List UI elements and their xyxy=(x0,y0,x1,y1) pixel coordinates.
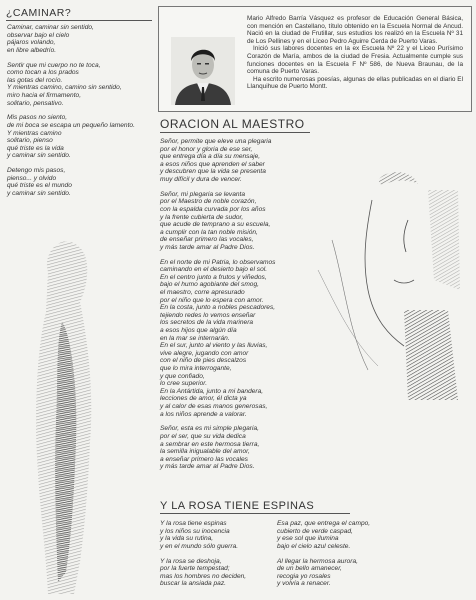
poem-line: de un bello amanecer, xyxy=(277,565,342,573)
bio-paragraph: Mario Alfredo Barría Vásquez es profesor de Educación General Básica, con mención en Castellano, título obtenido en la Escuela Normal de Ancud. Nació en la ciudad de Frutillar, sus estudios los realizó en la Escuela Nº 31 de Los Pellines y en el Liceo Pedro Aguirre Cerda de Puerto Varas. xyxy=(247,15,463,45)
poem-line: por el honor y gloria de ese ser, xyxy=(160,145,253,153)
poem-line: cubierto de verde caspad, xyxy=(277,527,353,535)
poem-line: como tocan a los prados xyxy=(7,69,79,77)
poem-line: Al llegar la hermosa aurora, xyxy=(277,557,358,565)
poem-line: qué triste es la vida xyxy=(7,144,64,152)
author-bio-box xyxy=(158,6,472,112)
poem-line: y la frente cubierta de sudor, xyxy=(160,213,244,221)
poem-line: recogia yo rosales xyxy=(277,572,331,580)
poem-line: Señor, mi plegaria se levanta xyxy=(160,190,246,198)
poem-line: Y la rosa tiene espinas xyxy=(160,520,227,527)
poem-line: y en el mundo sólo guerra. xyxy=(160,542,239,550)
poem-line: Sentir que mi cuerpo no te toca, xyxy=(7,61,101,69)
rosa-title: Y LA ROSA TIENE ESPINAS xyxy=(160,500,350,514)
poem-line: que acude de temprano a su escuela, xyxy=(160,221,271,229)
poem-line: Detengo mis pasos, xyxy=(7,167,66,175)
poem-stanza xyxy=(7,24,135,54)
poem-line: a esos hijos que algún día xyxy=(160,327,237,335)
poem-line: a los niños aprende a valorar. xyxy=(160,410,247,418)
poem-line: a esos niños que aprenden el saber xyxy=(160,160,265,168)
poem-line: buscar la ansiada paz. xyxy=(160,580,226,588)
poem-line: con el niño de pies descalzos xyxy=(160,357,247,365)
rosa-poem-column-2 xyxy=(277,520,370,595)
poem-line: caminando en el desierto bajo el sol. xyxy=(160,266,268,274)
poem-stanza xyxy=(7,114,135,160)
poem-line: vive alegre, jugando con amor xyxy=(160,349,249,357)
poem-line: pienso... y olvido xyxy=(7,174,57,182)
poem-line: Y mientras camino, camino sin sentido, xyxy=(7,84,122,92)
poem-line: lo cree superior. xyxy=(160,380,208,388)
poem-line: mas los hombres no deciden, xyxy=(160,572,247,580)
poem-stanza xyxy=(7,167,135,197)
poem-line: y descubren que la vida se presenta xyxy=(160,168,266,176)
poem-line: por el Maestro de noble corazón, xyxy=(160,198,257,206)
poem-stanza xyxy=(7,62,135,108)
poem-line: Señor, permite que eleve una plegaria xyxy=(160,138,272,145)
poem-line: y la vida su rutina, xyxy=(160,535,214,543)
poem-line: tejiendo redes lo vemos enseñar xyxy=(160,311,256,319)
figure-sketch xyxy=(18,232,118,596)
poem-line: bajo el humo agobiante del smog, xyxy=(160,281,259,289)
poem-line: los secretos de la vida marinera xyxy=(160,319,254,327)
poem-line: pájaros volando, xyxy=(7,39,56,47)
poem-line: con la espalda curvada por los años xyxy=(160,205,266,213)
face-sketch xyxy=(308,160,472,410)
poem-line: de enseñar primero las vocales, xyxy=(160,236,254,244)
poem-line: en la mar se internarán. xyxy=(160,334,230,342)
poem-line: y los niños su inocencia xyxy=(160,527,230,535)
bio-paragraph: Inició sus labores docentes en la ex Escuela Nº 22 y el Liceo Purísimo Corazón de María, ambos de la ciudad de Fresia. Actualmente cumple sus funciones docentes en la Escuela F Nº 586, de Nueva Braunau, de la comuna de Puerto Varas. xyxy=(247,45,463,76)
poem-stanza xyxy=(160,425,275,471)
poem-line: Y mientras camino xyxy=(7,129,62,137)
poem-line: por el ser, que su vida dedica xyxy=(160,432,246,440)
poem-line: qué triste es el mundo xyxy=(7,182,72,190)
poem-line: de mi boca se escapa un pequeño lamento. xyxy=(7,121,135,129)
poem-line: observar bajo el cielo xyxy=(7,31,70,39)
poem-line: las gotas del rocío. xyxy=(7,76,63,84)
poem-line: Mis pasos no siento, xyxy=(7,114,68,122)
poem-line: En el sur, junto al viento y las lluvias, xyxy=(160,342,268,350)
poem-stanza xyxy=(160,138,275,184)
poem-line: el maestro, corre apresurado xyxy=(160,289,245,297)
poem-line: En la Antártida, junto a mi bandera, xyxy=(160,387,264,395)
poem-line: que entrega día a día su mensaje, xyxy=(160,153,261,161)
poem-stanza xyxy=(160,558,246,588)
poem-line: bajo el cielo azul celeste. xyxy=(277,542,351,550)
poem-line: la semilla inigualable del amor, xyxy=(160,448,250,456)
poem-line: en libre albedrío. xyxy=(7,46,57,54)
poem-line: En el norte de mi Patria, lo observamos xyxy=(160,258,276,266)
poem-stanza xyxy=(160,520,246,550)
poem-line: que lo mira interrogante, xyxy=(160,365,232,372)
poem-stanza xyxy=(160,191,275,252)
poem-line: Esa paz, que entrega el campo, xyxy=(277,520,371,527)
poem-line: y ese sol que ilumina xyxy=(277,535,339,543)
poem-line: En la costa, junto a nobles pescadores, xyxy=(160,304,276,312)
caminar-title: ¿CAMINAR? xyxy=(6,7,152,21)
poem-line: por el niño que lo espera con amor. xyxy=(160,296,264,304)
poem-stanza xyxy=(160,259,275,418)
author-portrait xyxy=(171,37,235,105)
poem-line: a cumplir con la tan noble misión, xyxy=(160,228,258,236)
poem-stanza xyxy=(277,520,370,550)
poem-stanza xyxy=(277,558,370,588)
poem-line: Y la rosa se deshoja, xyxy=(160,557,222,565)
poem-line: solitario, pienso xyxy=(7,137,53,145)
poem-line: En el centro junto a frutos y viñedos, xyxy=(160,273,267,281)
poem-line: solitario, pensativo. xyxy=(7,99,64,107)
oracion-poem xyxy=(160,138,275,478)
poem-line: por la fuerte tempestad; xyxy=(160,565,230,573)
poem-line: y volvía a renacer. xyxy=(277,580,331,588)
poem-line: Señor, esta es mi simple plegaria, xyxy=(160,425,259,433)
poem-line: y que confiado, xyxy=(160,372,205,380)
poem-line: y caminar sin sentido. xyxy=(7,189,71,197)
poem-line: miro hacia el firmamento, xyxy=(7,91,82,99)
poem-line: muy difícil y dura de vencer. xyxy=(160,175,242,183)
poem-line: Caminar, caminar sin sentido, xyxy=(7,24,94,31)
poem-line: a enseñar primero las vocales xyxy=(160,455,248,463)
author-bio-text xyxy=(247,15,463,91)
poem-line: y más tarde amar al Padre Dios. xyxy=(160,463,255,471)
poem-line: lecciones de amor, él dicta ya xyxy=(160,395,247,403)
poem-line: y más tarde amar al Padre Dios. xyxy=(160,243,255,251)
bio-paragraph: Ha escrito numerosas poesías, algunas de ellas publicadas en el diario El Llanquihue de Puerto Montt. xyxy=(247,75,463,91)
poem-line: a sembrar en este hermosa tierra, xyxy=(160,440,260,448)
caminar-poem xyxy=(7,24,135,205)
oracion-title: ORACION AL MAESTRO xyxy=(160,117,310,133)
poem-line: y caminar sin sentido. xyxy=(7,152,71,160)
poem-line: y al calor de esas manos generosas, xyxy=(160,402,268,410)
rosa-poem-column-1 xyxy=(160,520,246,595)
